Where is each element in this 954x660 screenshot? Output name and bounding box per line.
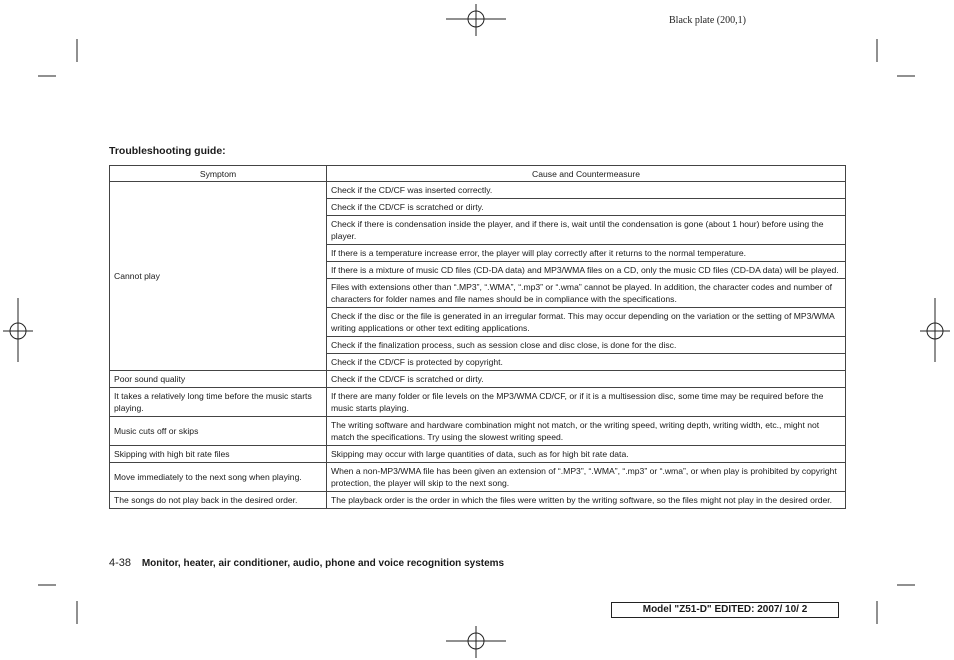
cause-cell: Skipping may occur with large quantities of data, such as for high bit rate data. xyxy=(327,446,846,463)
table-row xyxy=(110,371,846,388)
cause-cell: Check if the CD/CF is protected by copyright. xyxy=(327,354,846,371)
cause-cell: If there is a mixture of music CD files (CD-DA data) and MP3/WMA files on a CD, only the music CD files (CD-DA data) will be played. xyxy=(327,262,846,279)
table-header-row xyxy=(110,166,846,182)
cause-cell: The writing software and hardware combination might not match, or the writing speed, writing depth, writing width, etc., might not match the specifications. Try using the slowest writing speed. xyxy=(327,417,846,446)
cause-cell: Check if the disc or the file is generated in an irregular format. This may occur depending on the variation or the setting of MP3/WMA writing applications or other text editing applications. xyxy=(327,308,846,337)
page-number: 4-38 xyxy=(109,557,132,569)
symptom-column-header: Symptom xyxy=(110,166,327,182)
symptom-cell: Cannot play xyxy=(110,182,327,371)
table-row xyxy=(110,463,846,492)
table-row xyxy=(110,446,846,463)
cause-cell: Check if the CD/CF was inserted correctly. xyxy=(327,182,846,199)
table-row xyxy=(110,417,846,446)
symptom-cell: Skipping with high bit rate files xyxy=(110,446,327,463)
table-row xyxy=(110,182,846,199)
page-footer xyxy=(109,557,504,569)
cause-cell: The playback order is the order in which the files were written by the writing software, so the files might not play in the desired order. xyxy=(327,492,846,509)
cause-cell: Check if there is condensation inside the player, and if there is, wait until the condensation is gone (about 1 hour) before using the player. xyxy=(327,216,846,245)
symptom-cell: It takes a relatively long time before the music starts playing. xyxy=(110,388,327,417)
table-row xyxy=(110,388,846,417)
symptom-cell: Music cuts off or skips xyxy=(110,417,327,446)
symptom-cell: Move immediately to the next song when playing. xyxy=(110,463,327,492)
troubleshooting-table xyxy=(109,165,846,509)
cause-cell: If there are many folder or file levels on the MP3/WMA CD/CF, or if it is a multisession disc, some time may be required before the music starts playing. xyxy=(327,388,846,417)
symptom-cell: Poor sound quality xyxy=(110,371,327,388)
cause-column-header: Cause and Countermeasure xyxy=(327,166,846,182)
cause-cell: If there is a temperature increase error, the player will play correctly after it returns to the normal temperature. xyxy=(327,245,846,262)
cause-cell: Check if the finalization process, such as session close and disc close, is done for the disc. xyxy=(327,337,846,354)
table-body xyxy=(110,182,846,509)
cause-cell: Files with extensions other than “.MP3”, “.WMA”, “.mp3” or “.wma” cannot be played. In addition, the character codes and number of characters for folder names and file names should be in compliance with the specifications. xyxy=(327,279,846,308)
model-edit-info: Model "Z51-D" EDITED: 2007/ 10/ 2 xyxy=(611,602,839,618)
cause-cell: Check if the CD/CF is scratched or dirty. xyxy=(327,371,846,388)
cause-cell: Check if the CD/CF is scratched or dirty. xyxy=(327,199,846,216)
cause-cell: When a non-MP3/WMA file has been given an extension of “.MP3”, “.WMA”, “.mp3” or “.wma”, or when play is prohibited by copyright protection, the player will skip to the next song. xyxy=(327,463,846,492)
table-row xyxy=(110,492,846,509)
chapter-title: Monitor, heater, air conditioner, audio, phone and voice recognition systems xyxy=(141,558,505,569)
section-heading: Troubleshooting guide: xyxy=(109,145,226,157)
plate-label: Black plate (200,1) xyxy=(669,15,746,26)
symptom-cell: The songs do not play back in the desired order. xyxy=(110,492,327,509)
